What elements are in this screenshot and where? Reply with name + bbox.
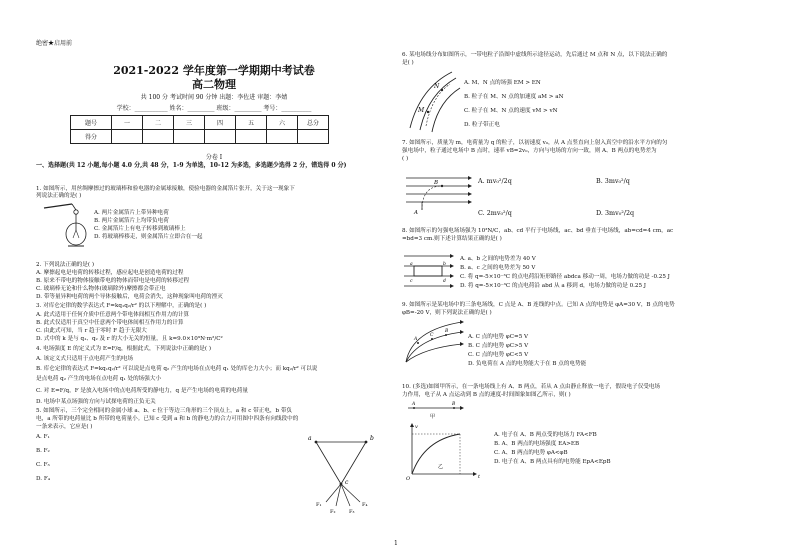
fig-label-a-point: A	[414, 210, 418, 216]
q5-option-d: D. F₄	[36, 476, 50, 482]
q3-stem: 3. 对库仑定律的数学表达式 F=kq₁q₂/r² 的以下理解中，正确的是( )	[36, 303, 207, 309]
score-cell: 五	[236, 116, 267, 130]
q4-option-b-1: B. 库仑定律的表达式 F=kq₁q₂/r² 可以说是点电荷 q₂ 产生的电场在点电荷 q₁ 处的库仑力大小；而 kq₂/r² 可以说	[36, 366, 318, 372]
fig-label-a: a	[308, 435, 312, 442]
q4-option-d: D. 电场中某点场强的方向与试探电荷的正负无关	[36, 399, 156, 405]
fig-label-f1: F₁	[316, 502, 322, 508]
q9-option-c: C. C 点的电势 φC<5 V	[468, 352, 529, 358]
q4-option-a: A. 该定义式只适用于点电荷产生的电场	[36, 356, 134, 362]
q7-option-d: D. 3mv₀²/2q	[596, 209, 635, 217]
q3-option-d: D. 式中的 k 是与 q₁、q₂ 及 r 的大小无关的恒量，且 k=9.0×10⁹N·m²/C²	[36, 336, 223, 342]
q9-option-d: D. 负电荷在 A 点的电势能大于在 B 点的电势能	[468, 361, 587, 367]
q1-option-a: A. 两片金属箔片上带异种电荷	[94, 210, 169, 216]
q4-option-b-2: 是点电荷 q₂ 产生的电场在点电荷 q₁ 处的场强大小	[36, 376, 162, 382]
exam-title: 2021-2022 学年度第一学期期中考试卷	[113, 64, 315, 77]
q2-option-a: A. 摩擦起电是电荷的转移过程，感应起电是创造电荷的过程	[36, 270, 184, 276]
q5-stem-1: 5. 如图所示，三个完全相同的金属小球 a、b、c 位于等边三角形的三个顶点上，a 和 c 带正电，b 带负	[36, 408, 293, 414]
fig-label-a-line: A	[412, 402, 416, 407]
score-header-row	[71, 116, 329, 130]
fig-label-yi: 乙	[438, 464, 444, 470]
q9-stem-1: 9. 如图所示是某电场中的三条电场线，C 点是 A、B 连线的中点。已知 A 点的电势是 φA=30 V，B 点的电势	[402, 302, 675, 308]
q9-stem-2: φB=-20 V，则下列说法正确的是( )	[402, 310, 492, 316]
vt-graph-figure	[404, 400, 488, 480]
fig-label-m: M	[418, 107, 425, 114]
page-number: 1	[394, 540, 398, 547]
q3-option-b: B. 此式仅适用于真空中任意两个带电体间相互作用力的计算	[36, 320, 184, 326]
q1-stem-1: 1. 如图所示，用丝绸摩擦过的玻璃棒和验电器的金属球接触，使验电器的金属箔片张开，关于这一现象下	[36, 186, 295, 192]
q5-option-c: C. F₃	[36, 462, 50, 468]
q9-option-b: B. C 点的电势 φC>5 V	[468, 343, 529, 349]
fig-label-b-corner: b	[443, 262, 446, 267]
q6-option-a: A. M、N 点的场强 EM > EN	[464, 80, 541, 86]
q2-option-d: D. 带等量异种电荷的两个导体接触后，电荷会消失，这种现象叫电荷的湮灭	[36, 294, 223, 300]
q1-option-b: B. 两片金属箔片上均带负电荷	[94, 218, 169, 224]
electroscope-figure	[42, 202, 86, 250]
q10-stem-1: 10. (多选)如图甲所示，在一条电场线上有 A、B 两点，若从 A 点由静止释放一电子，假设电子仅受电场	[402, 384, 661, 390]
q7-option-c: C. 2mv₀²/q	[478, 209, 512, 217]
q7-stem-3: ( )	[402, 156, 409, 162]
q8-option-b: B. a、c 之间的电势差为 50 V	[460, 265, 536, 271]
score-cell: 总分	[298, 116, 329, 130]
secret-label: 绝密★启用前	[36, 40, 73, 47]
fig-label-n: N	[434, 83, 440, 90]
fig-label-jia: 甲	[430, 414, 436, 420]
q6-stem-1: 6. 某电场线分布如图所示，一带电粒子沿图中虚线所示途径运动，先后通过 M 点和 N 点，以下说法正确的	[402, 52, 668, 58]
score-cell	[174, 130, 205, 144]
fig-label-d-corner: d	[443, 279, 446, 284]
volume-label: 分卷 I	[205, 154, 223, 161]
q10-option-d: D. 电子在 A、B 两点具有的电势能 EpA<EpB	[494, 459, 611, 465]
fig-label-b: b	[370, 435, 374, 442]
q1-stem-2: 列说法正确的是( )	[36, 193, 82, 199]
q9-option-a: A. C 点的电势 φC=5 V	[468, 334, 529, 340]
field-lines-figure	[406, 68, 462, 134]
q8-option-c: C. 将 q=-5×10⁻³C 的点电荷沿矩形路径 abdca 移动一周，电场力做的功是 -0.25 J	[460, 274, 670, 280]
q7-stem-2: 强电场中，粒子通过电场中 B 点时，速率 vB=2v₀，方向与电场的方向一致，则 A、B 两点的电势差为	[402, 148, 657, 154]
fig-label-a-field: A	[414, 337, 418, 342]
fig-label-c-corner: c	[410, 279, 413, 284]
uniform-field-figure	[406, 172, 472, 216]
score-cell	[112, 130, 143, 144]
fig-label-c-field: C	[430, 333, 434, 338]
q8-option-d: D. 将 q=-5×10⁻³C 的点电荷沿 abd 从 a 移到 d，电场力做的功是 0.25 J	[460, 283, 647, 289]
q1-option-c: C. 金属箔片上有电子转移到玻璃棒上	[94, 226, 186, 232]
q2-option-b: B. 原来不带电的物体接触带电的物体而带电是电荷的转移过程	[36, 278, 190, 284]
score-cell	[205, 130, 236, 144]
q7-option-a: A. mv₀²/2q	[478, 177, 512, 185]
q10-option-c: C. A、B 两点的电势 φA<φB	[494, 450, 568, 456]
q6-option-d: D. 粒子带正电	[464, 122, 500, 128]
score-table	[70, 115, 329, 144]
score-cell: 六	[267, 116, 298, 130]
exam-subtitle: 高二物理	[192, 78, 236, 91]
triangle-charges-figure	[304, 432, 384, 514]
curved-field-lines-figure	[404, 320, 466, 364]
q8-stem-2: =bd=3 cm.则下述计算结果正确的是( )	[402, 236, 502, 242]
fig-label-a-corner: a	[410, 262, 413, 267]
q6-stem-2: 是( )	[402, 60, 414, 66]
fig-label-v-axis: v	[415, 424, 418, 430]
fig-label-origin: O	[406, 476, 411, 482]
q8-stem-1: 8. 如图所示的匀强电场场强为 10³N/C，ab、cd 平行于电场线，ac、bd 垂直于电场线，ab=cd=4 cm，ac	[402, 228, 674, 234]
score-cell	[143, 130, 174, 144]
q4-option-c: C. 对 E=F/q，F 是放入电场中的点电荷所受的静电力，q 是产生电场的电荷的电荷量	[36, 388, 248, 394]
q6-option-c: C. 粒子在 M、N 点的速度 vM > vN	[464, 108, 558, 114]
score-cell: 得分	[71, 130, 112, 144]
score-value-row	[71, 130, 329, 144]
fig-label-c: c	[345, 479, 349, 486]
fig-label-t-axis: t	[478, 474, 481, 480]
score-cell	[267, 130, 298, 144]
q7-option-b: B. 3mv₀²/q	[596, 177, 630, 185]
score-cell: 四	[205, 116, 236, 130]
score-cell	[236, 130, 267, 144]
q3-option-a: A. 此式适用于任何介质中任意两个带电体间相互作用力的计算	[36, 312, 190, 318]
q2-stem: 2. 下列说法正确的是( )	[36, 262, 95, 268]
score-cell: 二	[143, 116, 174, 130]
fig-label-b-point: B	[434, 180, 439, 186]
q5-stem-3: 一条来表示，它应是( )	[36, 424, 93, 430]
fig-label-b-field: B	[445, 329, 449, 334]
fig-label-f4: F₄	[362, 502, 368, 508]
score-cell: 一	[112, 116, 143, 130]
q6-option-b: B. 粒子在 M、N 点的加速度 aM > aN	[464, 94, 564, 100]
q4-stem: 4. 电场强度 E 的定义式为 E=F/q，根据此式，下列说法中正确的是( )	[36, 346, 212, 352]
q2-option-c: C. 玻璃棒无论和什么物体(玻璃除外)摩擦都会带正电	[36, 286, 166, 292]
q7-stem-1: 7. 如图所示，质量为 m，电荷量为 q 的粒子，以初速度 v₀，从 A 点竖直向上射入真空中的沿水平方向的匀	[402, 140, 668, 146]
section-heading: 一、选择题(共 12 小题,每小题 4.0 分,共 48 分，1-9 为单选，10-12 为多选，多选题少选得 2 分，错选得 0 分)	[36, 162, 347, 169]
q8-option-a: A. a、b 之间的电势差为 40 V	[460, 256, 536, 262]
q10-option-a: A. 电子在 A、B 两点受的电场力 FA<FB	[494, 432, 597, 438]
q5-option-a: A. F₁	[36, 434, 50, 440]
score-cell: 三	[174, 116, 205, 130]
student-fields: 学校：___________ 姓名：_________ 班级：_________ 考号：__________	[116, 105, 312, 112]
fig-label-f2: F₂	[330, 509, 336, 515]
q3-option-c: C. 由此式可知，当 r 趋于零时 F 趋于无限大	[36, 328, 147, 334]
q10-option-b: B. A、B 两点的电场强度 EA>EB	[494, 441, 580, 447]
fig-label-f3: F₃	[349, 509, 355, 515]
fig-label-b-line: B	[452, 402, 456, 407]
score-cell	[298, 130, 329, 144]
exam-info: 共 100 分 考试时间 90 分钟 出题：李佐进 审题：李婧	[140, 94, 288, 101]
q5-stem-2: 电，a 所带的电荷量比 b 所带的电荷量小。已知 c 受到 a 和 b 的静电力的合力可用图中四条有向线段中的	[36, 416, 299, 422]
q10-stem-2: 力作用，电子从 A 点运动到 B 点的速度-时间图象如图乙所示，则( )	[402, 392, 571, 398]
q5-option-b: B. F₂	[36, 448, 50, 454]
q1-option-d: D. 将玻璃棒移走，则金属箔片立即合在一起	[94, 234, 203, 240]
score-cell: 题号	[71, 116, 112, 130]
rectangle-field-figure	[404, 250, 454, 292]
